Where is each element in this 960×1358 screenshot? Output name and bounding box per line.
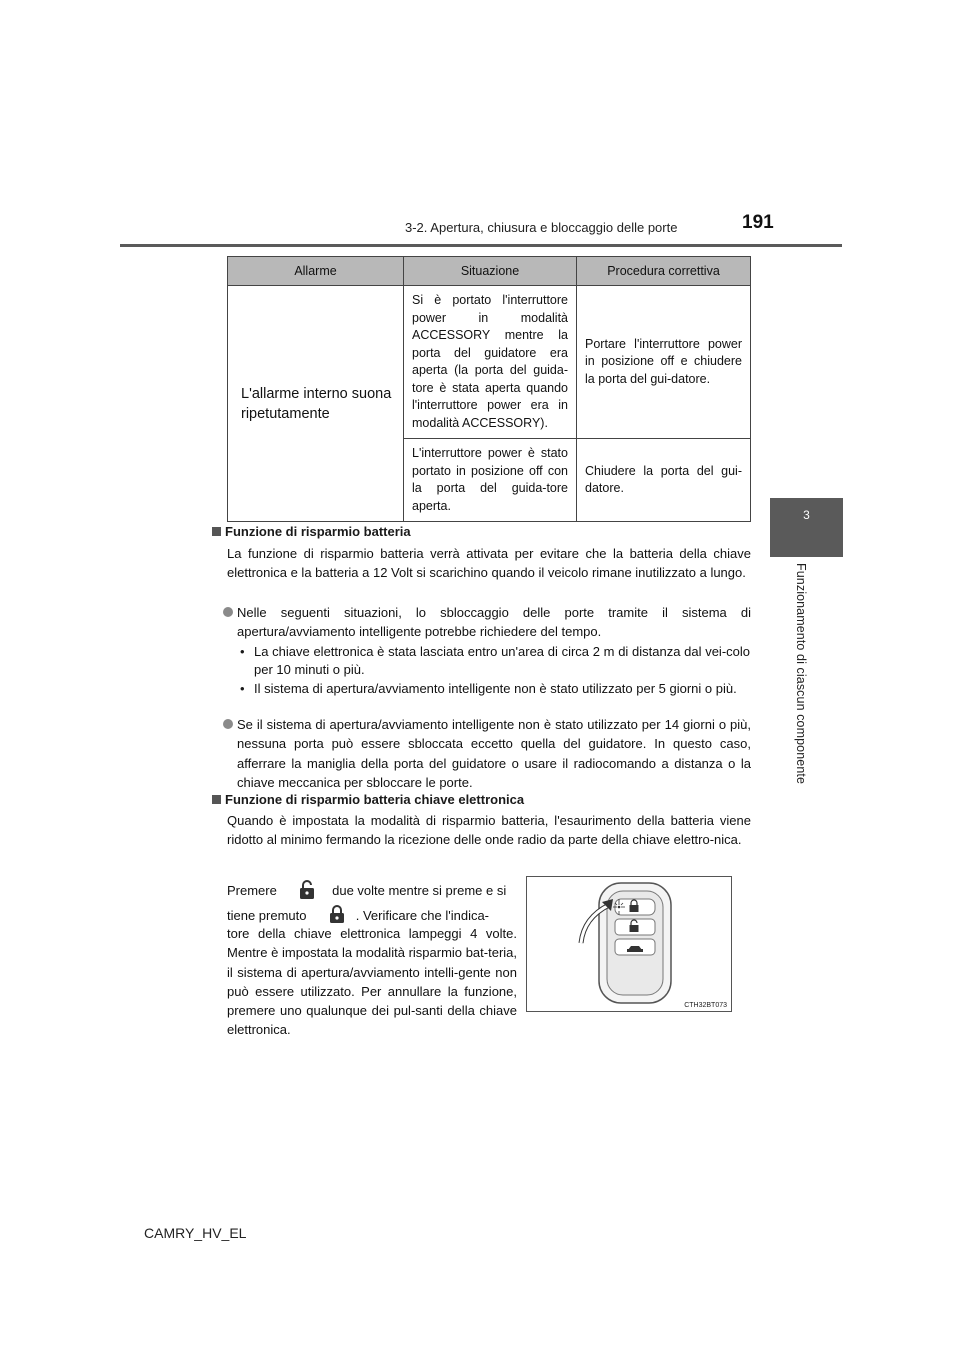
- chapter-label: Funzionamento di ciascun componente: [794, 563, 808, 784]
- text-tiene-premuto: tiene premuto: [227, 908, 307, 924]
- situation-cell: L'interruttore power è stato portato in posizione off con la porta del guida-tore aperta.: [404, 439, 577, 522]
- key-illustration: [526, 876, 732, 1012]
- section-heading-text: Funzione di risparmio batteria: [225, 524, 411, 539]
- section-heading-text: Funzione di risparmio batteria chiave elettronica: [225, 792, 525, 807]
- square-bullet-icon: [212, 527, 221, 536]
- situation-cell: Si è portato l'interruttore power in modalità ACCESSORY mentre la porta del guidatore era aperta (la porta del guida-tore è stata aperta quando l'interruttore power era in modalità ACCESSORY).: [404, 286, 577, 439]
- list-item: [240, 680, 750, 698]
- model-code: CAMRY_HV_EL: [144, 1225, 247, 1241]
- header-procedure: Procedura correttiva: [577, 257, 751, 286]
- section-heading: [212, 792, 524, 807]
- list-item: [223, 715, 751, 792]
- chapter-tab: [770, 498, 843, 557]
- procedure-cell: Chiudere la porta del gui-datore.: [577, 439, 751, 522]
- chapter-number: 3: [803, 508, 810, 522]
- section-heading: [212, 524, 411, 539]
- electronic-key-icon: [527, 877, 731, 1011]
- section-title: 3-2. Apertura, chiusura e bloccaggio delle porte: [405, 220, 678, 235]
- list-item: [223, 603, 751, 642]
- page-number: 191: [742, 212, 774, 233]
- paragraph: Quando è impostata la modalità di risparmio batteria, l'esaurimento della batteria viene ridotto al minimo fermando la ricezione delle onde radio da parte della chiave elettro-nica.: [227, 813, 751, 848]
- header-rule: [120, 244, 842, 247]
- circle-bullet-icon: [223, 607, 233, 617]
- list-item-text: La chiave elettronica è stata lasciata entro un'area di circa 2 m di distanza dal vei-colo per 10 minuti o più.: [254, 644, 750, 677]
- list-item: [240, 643, 750, 678]
- table-row: [228, 286, 751, 439]
- text-premere: Premere: [227, 883, 277, 899]
- figure-code: CTH32BT073: [684, 1002, 727, 1009]
- paragraph: La funzione di risparmio batteria verrà attivata per evitare che la batteria della chiave elettronica e la batteria a 12 Volt si scarichino quando il veicolo rimane inutilizzato a lungo.: [227, 546, 751, 581]
- instruction-rest: tore della chiave elettronica lampeggi 4 volte. Mentre è impostata la modalità risparmio bat-teria, il sistema di apertura/avviamento intelli-gente non può essere utilizzato. Per annullare la funzione, premere uno qualunque dei pul-santi della chiave elettronica.: [227, 926, 517, 1038]
- list-item-text: Se il sistema di apertura/avviamento intelligente non è stato utilizzato per 14 giorni o più, nessuna porta può essere sbloccata eccetto quella del guidatore. In questo caso, afferrare la maniglia della porta del guidatore o usare il radiocomando a distanza o la chiave meccanica per sbloccare le porte.: [237, 717, 751, 790]
- list-item-text: Nelle seguenti situazioni, lo sbloccaggio delle porte tramite il sistema di apertura/avviamento intelligente potrebbe richiedere del tempo.: [237, 605, 751, 640]
- lock-icon: [296, 878, 318, 905]
- chapter-label-tab: [770, 557, 843, 817]
- circle-bullet-icon: [223, 719, 233, 729]
- header-situation: Situazione: [404, 257, 577, 286]
- procedure-cell: Portare l'interruttore power in posizione off e chiudere la porta del gui-datore.: [577, 286, 751, 439]
- list-item-text: Il sistema di apertura/avviamento intelligente non è stato utilizzato per 5 giorni o più.: [254, 681, 737, 696]
- alarm-table: [227, 256, 751, 522]
- alarm-cell: L'allarme interno suona ripetutamente: [228, 286, 404, 522]
- table-header-row: [228, 257, 751, 286]
- bullet-mark: •: [240, 681, 245, 696]
- text-press-twice: due volte mentre si preme e si: [332, 883, 507, 899]
- header-alarm: Allarme: [228, 257, 404, 286]
- text-verify: . Verificare che l'indica-: [355, 908, 490, 924]
- bullet-mark: •: [240, 644, 245, 659]
- square-bullet-icon: [212, 795, 221, 804]
- instruction-line-1: [227, 878, 517, 905]
